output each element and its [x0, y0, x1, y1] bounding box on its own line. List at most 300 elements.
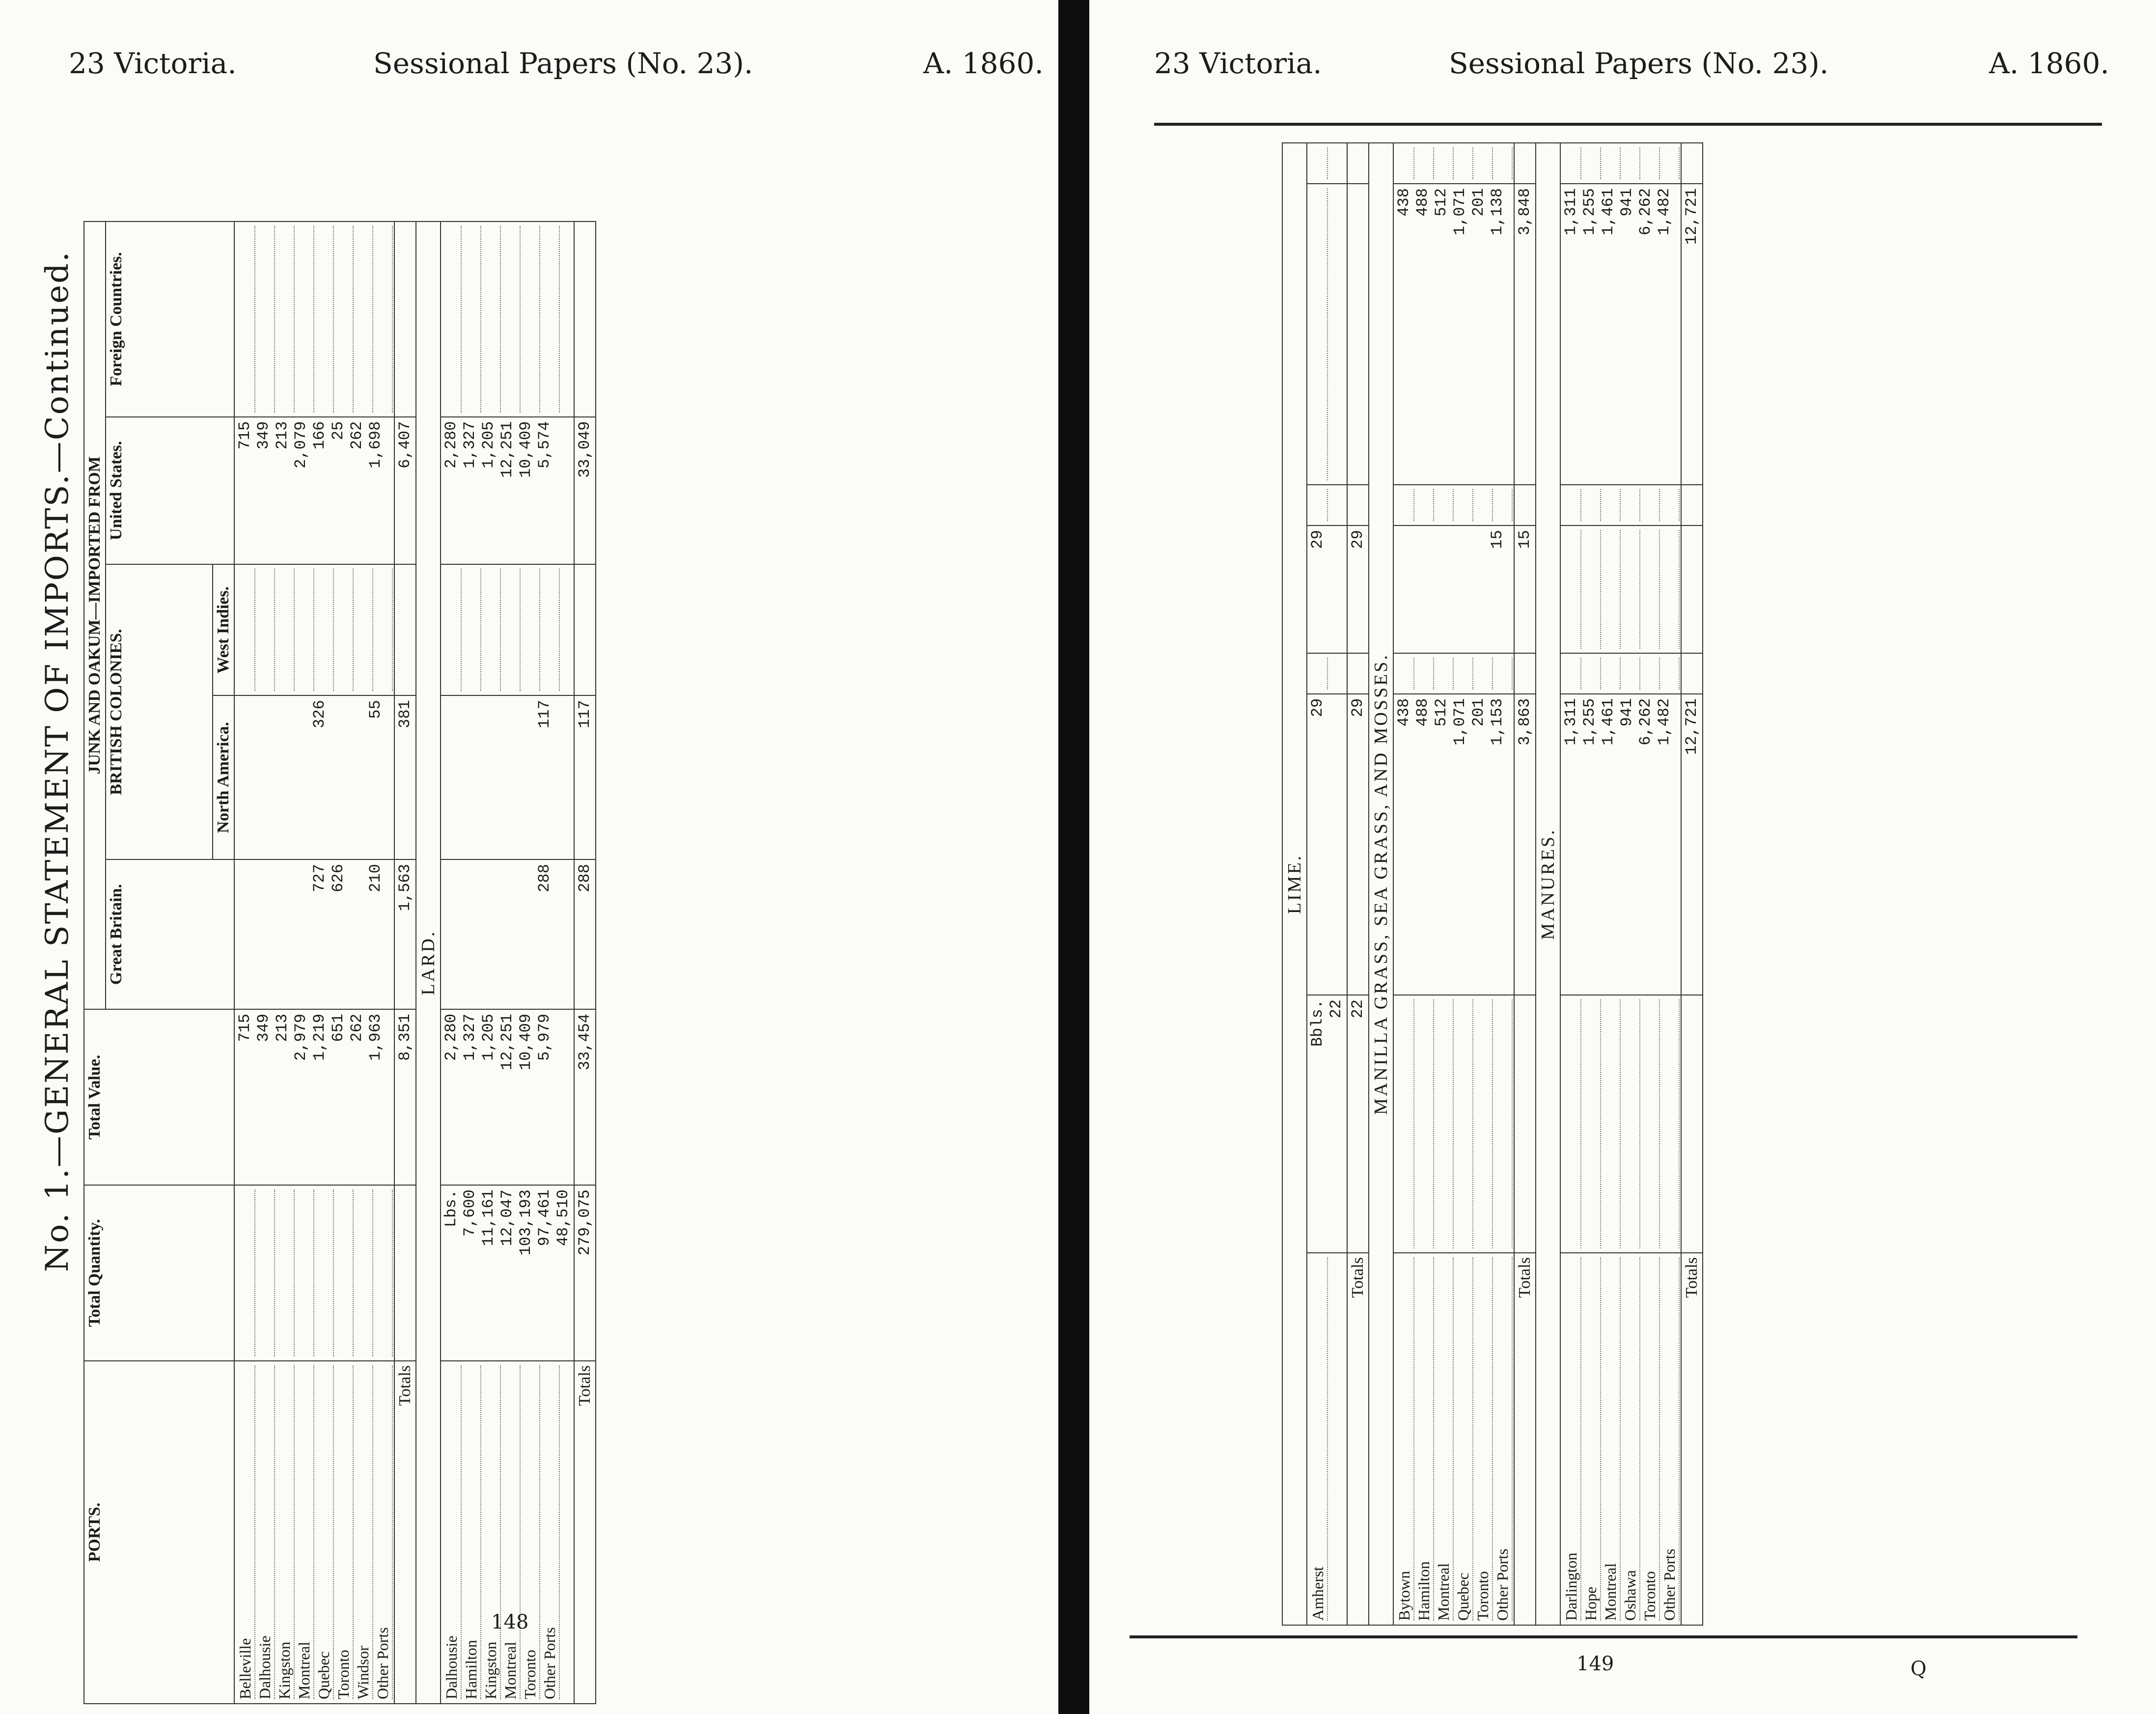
- value-value: 29: [1308, 698, 1327, 718]
- na-value: [461, 700, 479, 855]
- value-value: 12,251: [498, 1014, 516, 1071]
- gb-value: [1640, 658, 1660, 690]
- data-row: [1560, 143, 1681, 1625]
- header-right: A. 1860.: [923, 47, 1044, 80]
- us-value: 1,482: [1655, 188, 1673, 236]
- us-col: [1307, 184, 1347, 485]
- lard-section: LARD.: [416, 221, 441, 1704]
- qty-value: [373, 1189, 393, 1356]
- data-row: [234, 221, 394, 1704]
- value-value: 438: [1395, 698, 1413, 727]
- gb-value: [1601, 658, 1621, 690]
- value-value: 651: [329, 1014, 347, 1042]
- data-row: [1393, 143, 1514, 1625]
- na-value: [329, 700, 348, 855]
- qty-value: 7,600: [461, 1189, 479, 1237]
- manilla-body: [1393, 143, 1536, 1625]
- na-value: 29: [1308, 530, 1327, 549]
- port-name: Windsor: [354, 1365, 373, 1699]
- totals-label: Totals: [1347, 1253, 1369, 1625]
- na-value: [1621, 530, 1640, 649]
- port-name: Amherst: [1308, 1257, 1328, 1621]
- us-value: 10,409: [517, 421, 535, 478]
- qty-col: [1307, 995, 1347, 1253]
- wi-value: [481, 569, 501, 691]
- wi-value: [1581, 489, 1601, 521]
- qty-value: 22: [1327, 999, 1345, 1019]
- col-gb: Great Britain.: [106, 859, 234, 1009]
- fc-value: [1473, 147, 1493, 179]
- value-value: 941: [1618, 698, 1636, 727]
- wi-value: [295, 569, 314, 691]
- fc-value: [1308, 147, 1328, 179]
- us-value: 213: [273, 421, 291, 450]
- wi-value: [1493, 489, 1513, 521]
- port-name: Darlington: [1562, 1257, 1581, 1621]
- value-value: 1,153: [1488, 698, 1506, 746]
- gb-value: [479, 864, 498, 1005]
- na-value: 15: [1488, 530, 1506, 549]
- col-qty: Total Quantity.: [84, 1185, 234, 1361]
- fc-value: [255, 226, 275, 413]
- value-value: 1,461: [1599, 698, 1617, 746]
- na-value: 117: [535, 700, 553, 728]
- gb-value: [461, 864, 479, 1005]
- total-wi: [394, 564, 416, 695]
- lime-manilla-manures-table: [1282, 142, 1703, 1626]
- port-name: Other Ports: [1660, 1257, 1680, 1621]
- us-value: 488: [1413, 188, 1432, 217]
- total-fc: [1681, 143, 1703, 184]
- lime-section: LIME.: [1282, 143, 1307, 1625]
- header-left-right-page: 23 Victoria.: [1154, 47, 1322, 80]
- gb-value: [1414, 658, 1434, 690]
- total-wi: [1514, 485, 1536, 525]
- gb-col: [441, 859, 574, 1009]
- ports-col: [234, 1361, 394, 1704]
- qty-col: [441, 1185, 574, 1361]
- gb-col: [1560, 653, 1681, 694]
- value-value: 201: [1469, 698, 1488, 727]
- gb-value: [498, 864, 517, 1005]
- qty-value: [354, 1189, 373, 1356]
- port-name: Other Ports: [540, 1365, 560, 1699]
- wi-col: [1307, 485, 1347, 525]
- fc-value: [373, 226, 393, 413]
- na-value: [1581, 530, 1601, 649]
- wi-value: [1395, 489, 1414, 521]
- gb-value: [1434, 658, 1454, 690]
- wi-value: [1660, 489, 1680, 521]
- fc-value: [1601, 147, 1621, 179]
- us-value: 25: [329, 421, 347, 441]
- bottom-rule: [1130, 1635, 2077, 1638]
- total-gb: [1514, 653, 1536, 694]
- totals-row: [574, 221, 596, 1704]
- wi-value: [1434, 489, 1454, 521]
- value-value: 1,482: [1655, 698, 1673, 746]
- us-value: 715: [236, 421, 254, 450]
- wi-value: [236, 569, 255, 691]
- header-center-right-page: Sessional Papers (No. 23).: [1449, 47, 1829, 80]
- value-value: 488: [1413, 698, 1432, 727]
- port-name: Other Ports: [1493, 1257, 1513, 1621]
- us-value: 1,461: [1599, 188, 1617, 236]
- value-col: [1307, 694, 1347, 995]
- totals-label: Totals: [1514, 1253, 1536, 1625]
- port-name: Kingston: [481, 1365, 501, 1699]
- port-name: Dalhousie: [255, 1365, 275, 1699]
- us-value: [1308, 188, 1328, 480]
- gb-value: [1454, 658, 1473, 690]
- na-value: [292, 700, 310, 855]
- us-col: [1393, 184, 1514, 485]
- gb-value: [254, 864, 273, 1005]
- qty-value: [1434, 999, 1454, 1248]
- us-value: 166: [310, 421, 329, 450]
- na-col: [1560, 525, 1681, 653]
- gb-value: 210: [366, 864, 385, 892]
- col-us: United States.: [106, 417, 234, 565]
- qty-value: [314, 1189, 334, 1356]
- fc-value: [1581, 147, 1601, 179]
- fc-value: [540, 226, 560, 413]
- total-gb: 1,563: [394, 859, 416, 1009]
- total-qty: [1681, 995, 1703, 1253]
- value-value: 1,071: [1451, 698, 1469, 746]
- na-value: [1451, 530, 1469, 649]
- us-value: 1,311: [1562, 188, 1580, 236]
- total-us: 6,407: [394, 417, 416, 565]
- us-col: [441, 417, 574, 565]
- na-value: 55: [366, 700, 385, 719]
- fc-value: [1660, 147, 1680, 179]
- us-value: 438: [1395, 188, 1413, 217]
- value-value: 715: [236, 1014, 254, 1042]
- port-name: Bytown: [1395, 1257, 1414, 1621]
- port-name: Toronto: [1473, 1257, 1493, 1621]
- value-value: 6,262: [1636, 698, 1655, 746]
- wi-col: [234, 564, 394, 695]
- us-value: 1,071: [1451, 188, 1469, 236]
- gb-value: [517, 864, 535, 1005]
- gb-value: 727: [310, 864, 329, 892]
- qty-value: [1581, 999, 1601, 1248]
- wi-value: [373, 569, 393, 691]
- fc-value: [1640, 147, 1660, 179]
- fc-col: [1560, 143, 1681, 184]
- wi-value: [1454, 489, 1473, 521]
- unit: Bbls.: [1308, 999, 1327, 1047]
- port-name: Kingston: [275, 1365, 295, 1699]
- us-value: 1,255: [1580, 188, 1599, 236]
- wi-value: [334, 569, 354, 691]
- value-value: 213: [273, 1014, 291, 1042]
- qty-value: [1621, 999, 1640, 1248]
- value-value: 1,327: [461, 1014, 479, 1061]
- value-value: 349: [254, 1014, 273, 1042]
- na-value: [348, 700, 366, 855]
- na-col: [441, 695, 574, 859]
- wi-value: [462, 569, 481, 691]
- totals-row: [1514, 143, 1536, 1625]
- lime-body: [1307, 143, 1369, 1625]
- unit: Lbs.: [442, 1189, 460, 1227]
- wi-col: [1393, 485, 1514, 525]
- gb-value: [1581, 658, 1601, 690]
- us-col: [234, 417, 394, 565]
- us-value: 262: [348, 421, 366, 450]
- book-gutter: [1058, 0, 1089, 1714]
- col-value: Total Value.: [84, 1009, 234, 1185]
- total-qty: 22: [1347, 995, 1369, 1253]
- total-na: 117: [574, 695, 596, 859]
- na-value: [1562, 530, 1581, 649]
- qty-value: [255, 1189, 275, 1356]
- value-value: 1,963: [366, 1014, 385, 1061]
- port-name: Toronto: [521, 1365, 540, 1699]
- qty-value: [1395, 999, 1414, 1248]
- total-fc: [574, 221, 596, 417]
- wi-value: [275, 569, 295, 691]
- gb-col: [1307, 653, 1347, 694]
- totals-label: Totals: [1681, 1253, 1703, 1625]
- wi-value: [1414, 489, 1434, 521]
- us-value: 1,698: [366, 421, 385, 469]
- total-na: [1681, 525, 1703, 653]
- header-right-right-page: A. 1860.: [1989, 47, 2109, 80]
- port-name: Hamilton: [462, 1365, 481, 1699]
- total-value: 3,863: [1514, 694, 1536, 995]
- qty-value: 48,510: [554, 1189, 572, 1246]
- total-value: 12,721: [1681, 694, 1703, 995]
- na-col: [1307, 525, 1347, 653]
- qty-value: 97,461: [535, 1189, 553, 1246]
- us-value: 12,251: [498, 421, 516, 478]
- fc-value: [442, 226, 462, 413]
- na-value: [1660, 530, 1680, 649]
- manures-section: MANURES.: [1536, 143, 1560, 1625]
- totals-row: [394, 221, 416, 1704]
- na-value: [1601, 530, 1621, 649]
- fc-value: [314, 226, 334, 413]
- wi-value: [255, 569, 275, 691]
- gb-value: [1493, 658, 1513, 690]
- page-number-left: 148: [491, 1611, 529, 1633]
- value-col: [1393, 694, 1514, 995]
- wi-value: [1562, 489, 1581, 521]
- total-wi: [1681, 485, 1703, 525]
- qty-value: [275, 1189, 295, 1356]
- total-gb: [1681, 653, 1703, 694]
- value-value: 1,205: [479, 1014, 498, 1061]
- data-row: [441, 221, 574, 1704]
- fc-value: [1395, 147, 1414, 179]
- port-name: Other Ports: [373, 1365, 393, 1699]
- qty-col: [1393, 995, 1514, 1253]
- gb-value: [1308, 658, 1328, 690]
- wi-value: [354, 569, 373, 691]
- manilla-section: MANILLA GRASS, SEA GRASS, AND MOSSES.: [1369, 143, 1393, 1625]
- fc-value: [462, 226, 481, 413]
- qty-value: [1473, 999, 1493, 1248]
- fc-value: [236, 226, 255, 413]
- us-col: [1560, 184, 1681, 485]
- wi-value: [1640, 489, 1660, 521]
- wi-value: [1308, 489, 1328, 521]
- fc-value: [295, 226, 314, 413]
- right-table-area: [1277, 133, 2112, 1631]
- gb-value: [1621, 658, 1640, 690]
- col-bc: BRITISH COLONIES.: [106, 564, 213, 859]
- gb-value: 288: [535, 864, 553, 892]
- gb-value: [442, 864, 461, 1005]
- wi-value: [540, 569, 560, 691]
- value-col: [234, 1009, 394, 1185]
- port-name: Hope: [1581, 1257, 1601, 1621]
- group-header: JUNK AND OAKUM—IMPORTED FROM: [84, 221, 106, 1009]
- wi-value: [501, 569, 521, 691]
- total-us: 3,848: [1514, 184, 1536, 485]
- gb-value: 626: [329, 864, 347, 892]
- gb-value: [1660, 658, 1680, 690]
- na-value: [1432, 530, 1451, 649]
- value-value: 512: [1432, 698, 1450, 727]
- fc-col: [1393, 143, 1514, 184]
- totals-row: [1347, 143, 1369, 1625]
- qty-value: 103,193: [517, 1189, 535, 1256]
- gb-value: [1395, 658, 1414, 690]
- port-name: Montreal: [1601, 1257, 1621, 1621]
- qty-value: [236, 1189, 255, 1356]
- port-name: Hamilton: [1414, 1257, 1434, 1621]
- na-value: [254, 700, 273, 855]
- qty-value: 12,047: [498, 1189, 516, 1246]
- port-name: Montreal: [295, 1365, 314, 1699]
- na-value: [479, 700, 498, 855]
- total-us: 33,049: [574, 417, 596, 565]
- value-value: 5,979: [535, 1014, 553, 1061]
- header-center: Sessional Papers (No. 23).: [373, 47, 753, 80]
- fc-col: [234, 221, 394, 417]
- us-value: 2,079: [292, 421, 310, 469]
- port-name: Montreal: [1434, 1257, 1454, 1621]
- header-left: 23 Victoria.: [69, 47, 237, 80]
- port-name: Toronto: [1640, 1257, 1660, 1621]
- total-fc: [1514, 143, 1536, 184]
- data-row: [1307, 143, 1347, 1625]
- total-gb: 288: [574, 859, 596, 1009]
- value-value: 2,280: [442, 1014, 460, 1061]
- total-fc: [1347, 143, 1369, 184]
- manures-body: [1560, 143, 1703, 1625]
- port-name: Quebec: [314, 1365, 334, 1699]
- us-value: 349: [254, 421, 273, 450]
- qty-value: [1601, 999, 1621, 1248]
- gb-value: [236, 864, 254, 1005]
- qty-value: 11,161: [479, 1189, 498, 1246]
- fc-value: [1454, 147, 1473, 179]
- ports-col: [1393, 1253, 1514, 1625]
- na-value: [517, 700, 535, 855]
- fc-value: [501, 226, 521, 413]
- gb-col: [234, 859, 394, 1009]
- wi-col: [1560, 485, 1681, 525]
- value-value: 262: [348, 1014, 366, 1042]
- page-title: No. 1.—GENERAL STATEMENT OF IMPORTS.—Continued.: [39, 250, 76, 1272]
- port-name: Montreal: [501, 1365, 521, 1699]
- fc-value: [1414, 147, 1434, 179]
- ports-col: [1307, 1253, 1347, 1625]
- total-value: 8,351: [394, 1009, 416, 1185]
- fc-col: [441, 221, 574, 417]
- us-value: 5,574: [535, 421, 553, 469]
- total-value: 33,454: [574, 1009, 596, 1185]
- value-value: 1,219: [310, 1014, 329, 1061]
- fc-value: [1621, 147, 1640, 179]
- na-value: [1395, 530, 1413, 649]
- us-value: 6,262: [1636, 188, 1655, 236]
- wi-value: [521, 569, 540, 691]
- value-value: 1,255: [1580, 698, 1599, 746]
- fc-value: [1562, 147, 1581, 179]
- col-na: North America.: [213, 695, 234, 859]
- total-wi: [574, 564, 596, 695]
- us-value: 1,205: [479, 421, 498, 469]
- qty-value: [1660, 999, 1680, 1248]
- value-value: 1,311: [1562, 698, 1580, 746]
- qty-value: [1493, 999, 1513, 1248]
- port-name: Toronto: [334, 1365, 354, 1699]
- value-col: [441, 1009, 574, 1185]
- signature-mark: Q: [1910, 1658, 1927, 1680]
- total-value: 29: [1347, 694, 1369, 995]
- na-value: [442, 700, 461, 855]
- na-value: [1469, 530, 1488, 649]
- na-value: [273, 700, 292, 855]
- fc-value: [275, 226, 295, 413]
- port-name: Belleville: [236, 1365, 255, 1699]
- ports-col: [441, 1361, 574, 1704]
- value-value: 2,979: [292, 1014, 310, 1061]
- qty-col: [1560, 995, 1681, 1253]
- qty-value: [1454, 999, 1473, 1248]
- left-table-area: [79, 113, 1012, 1699]
- fc-value: [521, 226, 540, 413]
- value-col: [1560, 694, 1681, 995]
- fc-value: [1493, 147, 1513, 179]
- port-name: Dalhousie: [442, 1365, 462, 1699]
- wi-value: [1621, 489, 1640, 521]
- na-col: [234, 695, 394, 859]
- total-us: 12,721: [1681, 184, 1703, 485]
- junk-lard-table: [83, 221, 596, 1704]
- fc-value: [1434, 147, 1454, 179]
- gb-value: [1562, 658, 1581, 690]
- totals-label: Totals: [574, 1361, 596, 1704]
- gb-col: [1393, 653, 1514, 694]
- wi-col: [441, 564, 574, 695]
- us-value: 201: [1469, 188, 1488, 217]
- col-wi: West Indies.: [213, 564, 234, 695]
- qty-value: [1562, 999, 1581, 1248]
- na-value: 326: [310, 700, 329, 728]
- ports-col: [1560, 1253, 1681, 1625]
- total-qty: [394, 1185, 416, 1361]
- total-fc: [394, 221, 416, 417]
- us-value: 941: [1618, 188, 1636, 217]
- totals-row: [1681, 143, 1703, 1625]
